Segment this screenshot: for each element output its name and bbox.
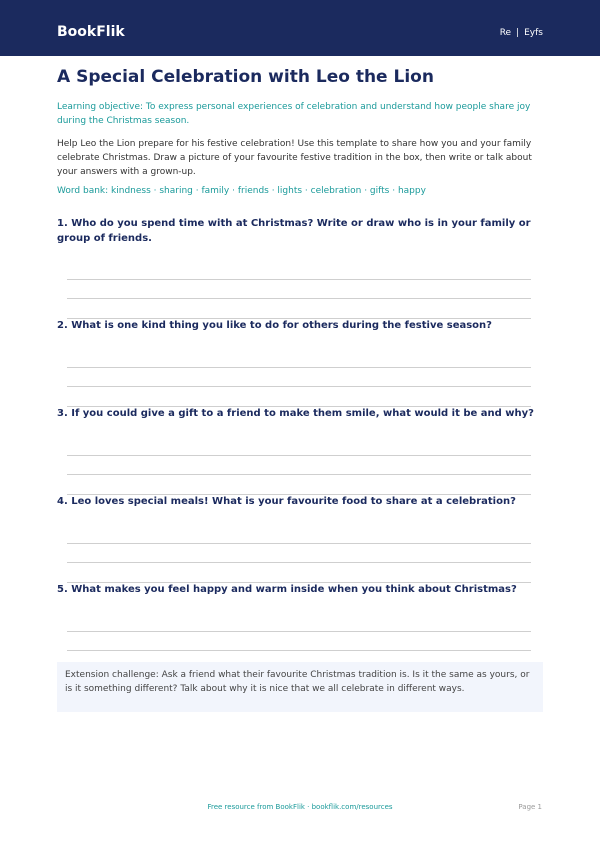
brand-logo[interactable]: BookFlik xyxy=(57,24,125,40)
extension-challenge-box xyxy=(57,662,543,712)
answer-line[interactable] xyxy=(67,631,531,632)
question-4: 4. Leo loves special meals! What is your favourite food to share at a celebration? xyxy=(57,496,516,507)
learning-objective: Learning objective: To express personal experiences of celebration and understand how people share joy during the Christmas season. xyxy=(57,102,531,126)
answer-line[interactable] xyxy=(67,474,531,475)
answer-line[interactable] xyxy=(67,298,531,299)
intro-text: Help Leo the Lion prepare for his festive celebration! Use this template to share how you and your family celebrate Christmas. Draw a picture of your favourite festive tradition in the box, then write or talk about your answers with a grown-up. xyxy=(57,139,532,177)
header-bar xyxy=(0,0,600,56)
stage-label: Eyfs xyxy=(524,28,543,38)
answer-line[interactable] xyxy=(67,562,531,563)
page-number: Page 1 xyxy=(518,803,542,811)
header-separator: | xyxy=(516,28,520,38)
question-1: 1. Who do you spend time with at Christmas? Write or draw who is in your family or group of friends. xyxy=(57,218,531,244)
answer-line[interactable] xyxy=(67,386,531,387)
header-meta xyxy=(500,27,543,39)
answer-line[interactable] xyxy=(67,543,531,544)
answer-line[interactable] xyxy=(67,455,531,456)
question-3: 3. If you could give a gift to a friend to make them smile, what would it be and why? xyxy=(57,408,534,419)
answer-line[interactable] xyxy=(67,650,531,651)
extension-challenge-text: Extension challenge: Ask a friend what their favourite Christmas tradition is. Is it the same as yours, or is it something different? Talk about why it is nice that we all celebrate in different ways. xyxy=(65,670,530,694)
subject-label: Re xyxy=(499,28,512,38)
answer-line[interactable] xyxy=(67,367,531,368)
footer-credit[interactable]: Free resource from BookFlik · bookflik.com/resources xyxy=(207,803,393,811)
page-title: A Special Celebration with Leo the Lion xyxy=(57,67,434,87)
word-bank: Word bank: kindness · sharing · family · friends · lights · celebration · gifts · happy xyxy=(57,186,426,196)
question-2: 2. What is one kind thing you like to do for others during the festive season? xyxy=(57,320,492,331)
question-5: 5. What makes you feel happy and warm inside when you think about Christmas? xyxy=(57,584,517,595)
answer-line[interactable] xyxy=(67,279,531,280)
